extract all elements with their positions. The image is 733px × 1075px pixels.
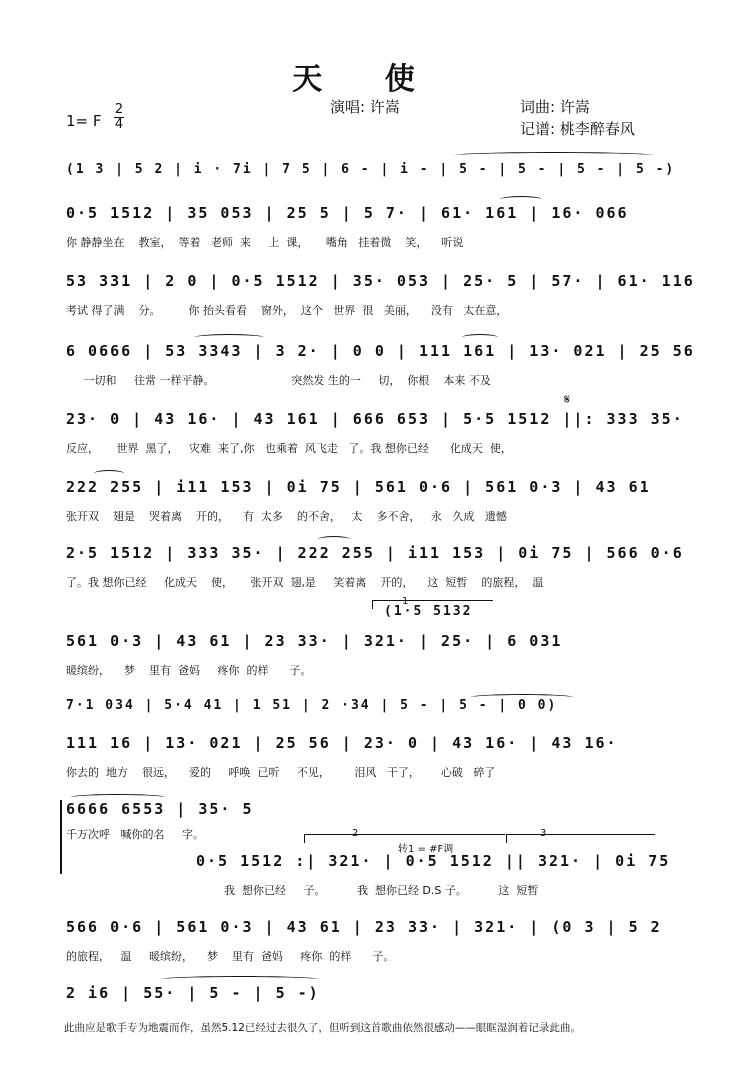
- ending-number-3: 3: [540, 828, 547, 839]
- tie-mark: [160, 976, 320, 983]
- singer-credit: 演唱: 许嵩: [330, 98, 400, 116]
- song-title: 天 使: [292, 62, 441, 97]
- lyrics-line: 千万次呼 喊你的名 字。: [66, 828, 204, 841]
- notes-line: 111 16 | 13· 021 | 25 56 | 23· 0 | 43 16· | 43 16·: [66, 734, 618, 752]
- tie-mark: [70, 794, 166, 801]
- score-row: [66, 542, 684, 592]
- notes-line: 222 255 | i11 153 | 0i 75 | 561 0·6 | 561 0·3 | 43 61: [66, 478, 651, 496]
- notes-line: 0·5 1512 | 35 053 | 25 5 | 5 7· | 61· 161 | 16· 066: [66, 204, 629, 222]
- transcriber-credit: 记谱: 桃李醉春风: [520, 120, 635, 138]
- score-row: [196, 850, 676, 900]
- score-row: [66, 270, 695, 320]
- lyrics-line: 的旅程， 温 暖缤纷， 梦 里有 爸妈 疼你 的样 子。: [66, 950, 395, 963]
- tie-mark: [470, 694, 574, 701]
- lyrics-line: 了。我 想你已经 化成天 使， 张开双 翅,是 笑着离 开的， 这 短暂 的旅程， 温: [66, 576, 544, 589]
- score-row: [66, 158, 676, 182]
- composer-credit: 词曲: 许嵩: [520, 98, 590, 116]
- score-row: [66, 982, 676, 1008]
- ending-number-2: 2: [352, 828, 359, 839]
- tie-mark: [94, 470, 124, 477]
- score-row: [66, 408, 684, 458]
- notes-line: 7·1 034 | 5·4 41 | 1 51 | 2 ·34 | 5 - | 5 - | 0 0): [66, 698, 558, 713]
- tie-mark: [462, 334, 498, 341]
- repeat-brace: [60, 800, 62, 874]
- notes-line: 23· 0 | 43 16· | 43 161 | 666 653 | 5·5 1512 ||: 333 35·: [66, 410, 684, 428]
- segno-sign: 𝄋: [564, 392, 571, 408]
- tie-mark: [454, 152, 654, 159]
- score-row: [66, 916, 676, 966]
- notes-line: 561 0·3 | 43 61 | 23 33· | 321· | 25· | 6 031: [66, 632, 563, 650]
- lyrics-line: 你去的 地方 很远， 爱的 呼唤 已听 不见， 泪风 干了， 心破 碎了: [66, 766, 496, 779]
- tie-mark: [318, 536, 350, 543]
- notes-line: 2·5 1512 | 333 35· | 222 255 | i11 153 | 0i 75 | 566 0·6: [66, 544, 684, 562]
- tie-mark: [500, 196, 542, 203]
- modulation-marker: 转1 = #F调: [398, 844, 454, 855]
- lyrics-line: 张开双 翅是 哭着离 开的， 有 太多 的不舍， 太 多不舍， 永 久成 遗憾: [66, 510, 507, 523]
- ending-intro-notes: (1·5 5132: [384, 604, 473, 619]
- ending-number-1: 1: [402, 596, 409, 607]
- notes-line: (1 3 | 5 2 | i · 7i | 7 5 | 6 - | i - | 5 - | 5 - | 5 - | 5 -): [66, 162, 676, 177]
- lyrics-line: 我 想你已经 子。 我 想你已经 D.S 子。 这 短暂: [224, 884, 539, 897]
- notes-line: 2 i6 | 55· | 5 - | 5 -): [66, 984, 320, 1002]
- lyrics-line: 考试 得了满 分。 你 抬头看看 窗外， 这个 世界 很 美丽， 没有 太在意，: [66, 304, 508, 317]
- time-signature: [114, 104, 124, 131]
- lyrics-line: 反应， 世界 黑了， 灾难 来了,你 也乘着 风飞走 了。我 想你已经 化成天 使，: [66, 442, 512, 455]
- lyrics-line: 暖缤纷， 梦 里有 爸妈 疼你 的样 子。: [66, 664, 312, 677]
- lyrics-line: 你 静静坐在 教室， 等着 老师 来 上 课， 嘴角 挂着微 笑， 听说: [66, 236, 464, 249]
- time-top: 2: [114, 102, 124, 117]
- notes-line: 6 0666 | 53 3343 | 3 2· | 0 0 | 111 161 | 13· 021 | 25 56: [66, 342, 695, 360]
- notes-line: 53 331 | 2 0 | 0·5 1512 | 35· 053 | 25· 5 | 57· | 61· 116: [66, 272, 695, 290]
- ending-bracket-3: [506, 834, 655, 843]
- time-bottom: 4: [114, 117, 124, 132]
- notes-line: 566 0·6 | 561 0·3 | 43 61 | 23 33· | 321· | (0 3 | 5 2: [66, 918, 662, 936]
- score-row: [66, 476, 676, 526]
- score-row: [66, 630, 676, 680]
- score-row: [66, 202, 676, 252]
- score-row: [66, 696, 676, 722]
- score-row: [66, 340, 695, 390]
- tie-mark: [194, 334, 264, 341]
- notes-line: 6666 6553 | 35· 5: [66, 800, 254, 818]
- key-signature: 1= F: [66, 112, 102, 130]
- lyrics-line: 一切和 往常 一样平静。 突然发 生的一 切， 你根 本来 不及: [66, 374, 491, 387]
- notes-line: 0·5 1512 :| 321· | 0·5 1512 || 321· | 0i 75: [196, 852, 671, 870]
- score-row: [66, 732, 676, 782]
- footnote: 此曲应是歌手专为地震而作，虽然5.12已经过去很久了，但听到这首歌曲依然很感动——眼眶湿润着记录此曲。: [64, 1022, 581, 1034]
